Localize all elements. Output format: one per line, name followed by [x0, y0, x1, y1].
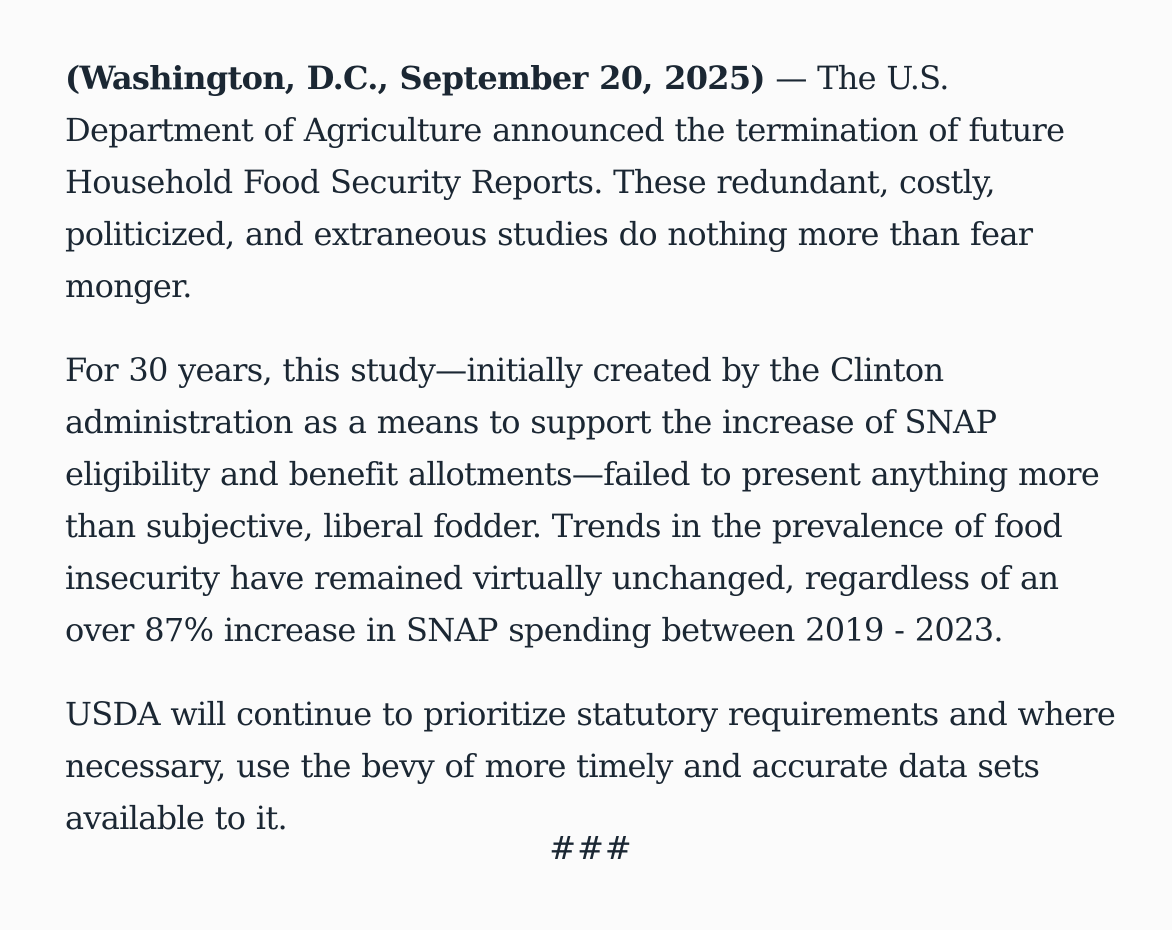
body-paragraph-commitment: USDA will continue to prioritize statutory requirements and where necessary, use the bevy of more timely and accurate data sets available to it. — [65, 695, 1116, 837]
lead-paragraph — [65, 52, 1125, 312]
end-of-release-mark: ### — [549, 829, 633, 867]
dateline: (Washington, D.C., September 20, 2025) — [65, 59, 765, 97]
body-paragraph-history: For 30 years, this study—initially created by the Clinton administration as a means to support the increase of SNAP eligibility and benefit allotments—failed to present anything more than subjective, liberal fodder. Trends in the prevalence of food insecurity have remained virtually unchanged, regardless of an over 87% increase in SNAP spending between 2019 - 2023. — [65, 351, 1100, 649]
lead-paragraph-text: — The U.S. Department of Agriculture announced the termination of future Household Food Security Reports. These redundant, costly, politicized, and extraneous studies do nothing more than fear monger. — [65, 59, 1065, 305]
press-release-body — [65, 52, 1125, 876]
